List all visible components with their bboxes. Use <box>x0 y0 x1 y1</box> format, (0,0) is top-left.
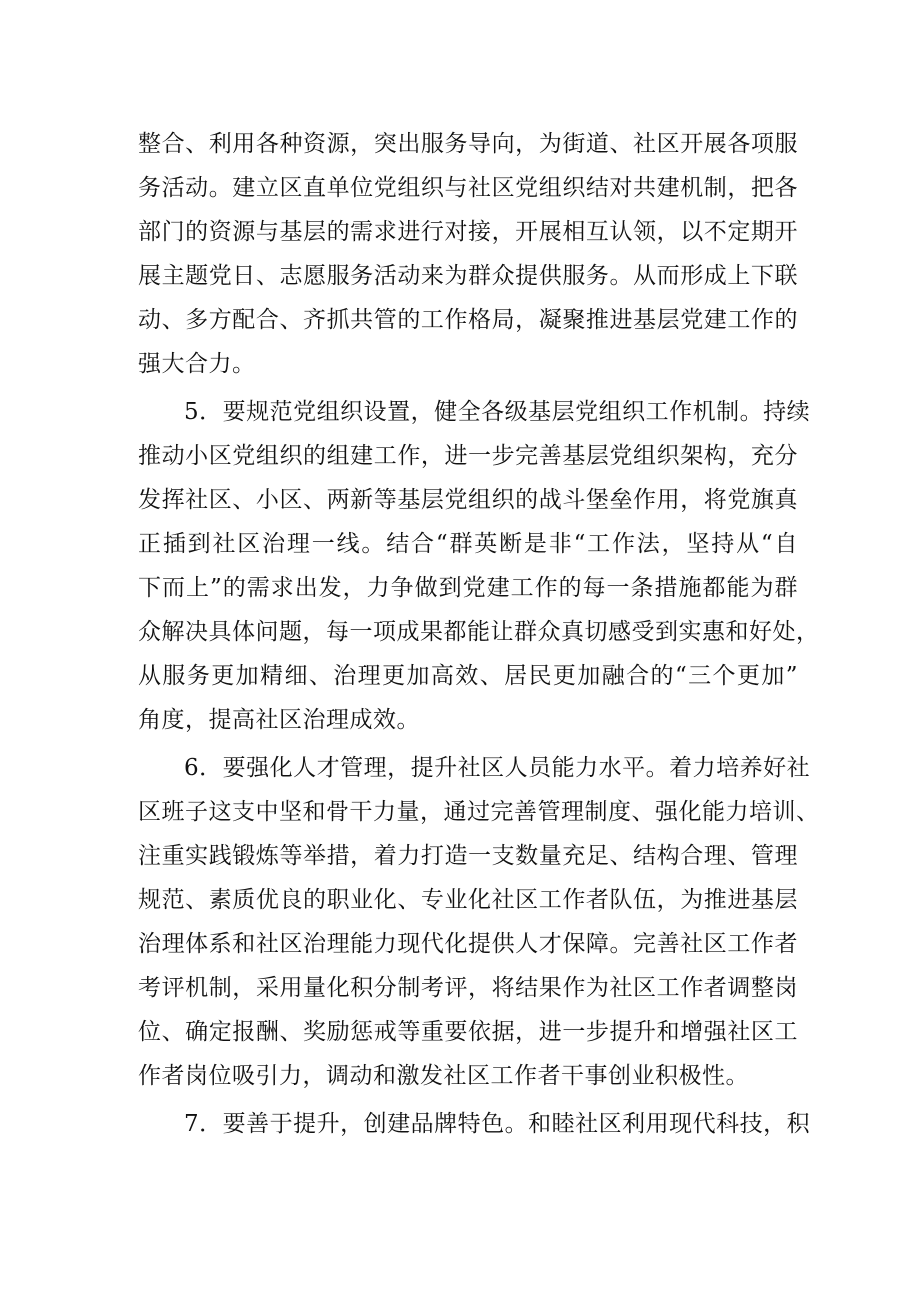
text-line: 下而上”的需求出发，力争做到党建工作的每一条措施都能为群 <box>138 575 798 601</box>
text-line: 务活动。建立区直单位党组织与社区党组织结对共建机制，把各 <box>138 175 798 201</box>
text-line: 推动小区党组织的组建工作，进一步完善基层党组织架构，充分 <box>138 443 798 469</box>
text-line: 治理体系和社区治理能力现代化提供人才保障。完善社区工作者 <box>138 931 798 957</box>
text-line: 强大合力。 <box>138 351 256 377</box>
text-line: 注重实践锻炼等举措，着力打造一支数量充足、结构合理、管理 <box>138 843 798 869</box>
text-line: 位、确定报酬、奖励惩戒等重要依据，进一步提升和增强社区工 <box>138 1019 798 1045</box>
text-line: 从服务更加精细、治理更加高效、居民更加融合的“三个更加” <box>138 663 798 689</box>
text-line: 规范、素质优良的职业化、专业化社区工作者队伍，为推进基层 <box>138 887 798 913</box>
text-line: 整合、利用各种资源，突出服务导向，为街道、社区开展各项服 <box>138 131 798 157</box>
text-line: 动、多方配合、齐抓共管的工作格局，凝聚推进基层党建工作的 <box>138 307 798 333</box>
text-line: 发挥社区、小区、两新等基层党组织的战斗堡垒作用，将党旗真 <box>138 487 798 513</box>
text-line: 众解决具体问题，每一项成果都能让群众真切感受到实惠和好处， <box>138 619 820 645</box>
text-line: 5．要规范党组织设置，健全各级基层党组织工作机制。持续 <box>184 399 811 425</box>
text-line: 考评机制，采用量化积分制考评，将结果作为社区工作者调整岗 <box>138 975 798 1001</box>
text-line: 正插到社区治理一线。结合“群英断是非“工作法，坚持从“自 <box>138 531 798 557</box>
text-line: 部门的资源与基层的需求进行对接，开展相互认领，以不定期开 <box>138 219 798 245</box>
text-line: 6．要强化人才管理，提升社区人员能力水平。着力培养好社 <box>184 755 811 781</box>
text-line: 区班子这支中坚和骨干力量，通过完善管理制度、强化能力培训、 <box>138 799 820 825</box>
text-line: 展主题党日、志愿服务活动来为群众提供服务。从而形成上下联 <box>138 263 798 289</box>
text-line: 角度，提高社区治理成效。 <box>138 707 420 733</box>
text-line: 7．要善于提升，创建品牌特色。和睦社区利用现代科技，积 <box>184 1111 811 1137</box>
text-line: 作者岗位吸引力，调动和激发社区工作者干事创业积极性。 <box>138 1063 749 1089</box>
